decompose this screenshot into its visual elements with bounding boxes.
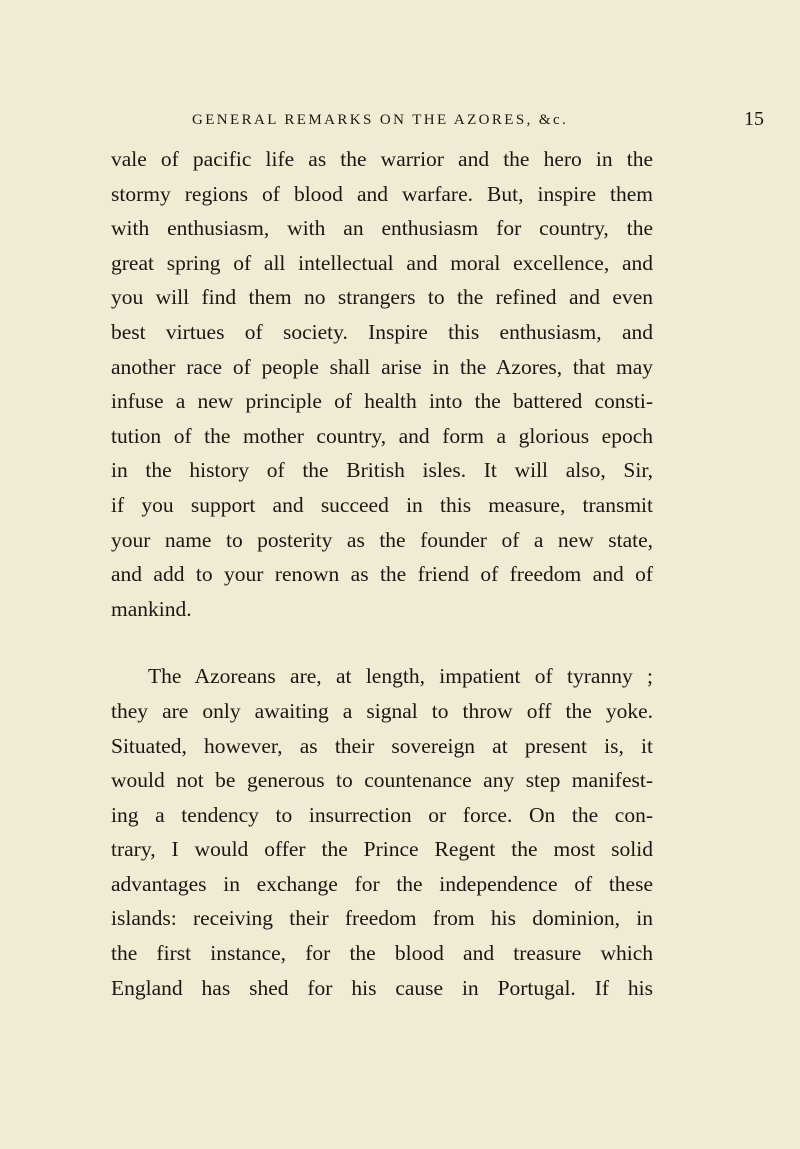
page-number: 15 (744, 108, 764, 130)
text-line: would not be generous to countenance any step manifest- (111, 768, 653, 793)
text-line: Situated, however, as their sovereign at present is, it (111, 733, 653, 758)
body-text (111, 142, 653, 1005)
text-line: your name to posterity as the founder of a new state, (111, 527, 653, 552)
paragraph (111, 659, 653, 1005)
text-line: England has shed for his cause in Portugal. If his (111, 975, 653, 1000)
text-line: they are only awaiting a signal to throw off the yoke. (111, 698, 653, 723)
text-line: best virtues of society. Inspire this enthusiasm, and (111, 319, 653, 344)
text-line: advantages in exchange for the independence of these (111, 871, 653, 896)
paragraph (111, 142, 653, 626)
text-line: with enthusiasm, with an enthusiasm for country, the (111, 216, 653, 241)
text-line: if you support and succeed in this measure, transmit (111, 492, 653, 517)
text-line: and add to your renown as the friend of freedom and of (111, 562, 653, 587)
text-line: vale of pacific life as the warrior and the hero in the (111, 147, 653, 171)
text-line: the first instance, for the blood and treasure which (111, 941, 653, 966)
text-line: The Azoreans are, at length, impatient of tyranny ; (148, 664, 653, 689)
paragraph-gap (111, 626, 653, 659)
text-line: tution of the mother country, and form a glorious epoch (111, 423, 653, 448)
text-line: trary, I would offer the Prince Regent the most solid (111, 837, 653, 862)
text-line: stormy regions of blood and warfare. But, inspire them (111, 181, 653, 206)
text-line: ing a tendency to insurrection or force. On the con- (111, 802, 653, 827)
text-line: islands: receiving their freedom from his dominion, in (111, 906, 653, 931)
text-line: in the history of the British isles. It will also, Sir, (111, 458, 653, 483)
text-line: infuse a new principle of health into the battered consti- (111, 389, 653, 414)
running-head: GENERAL REMARKS ON THE AZORES, &c. (192, 112, 569, 128)
text-line: another race of people shall arise in the Azores, that may (111, 354, 653, 379)
text-line: great spring of all intellectual and moral excellence, and (111, 250, 653, 275)
text-line: you will find them no strangers to the refined and even (111, 285, 653, 310)
text-line: mankind. (111, 596, 192, 621)
